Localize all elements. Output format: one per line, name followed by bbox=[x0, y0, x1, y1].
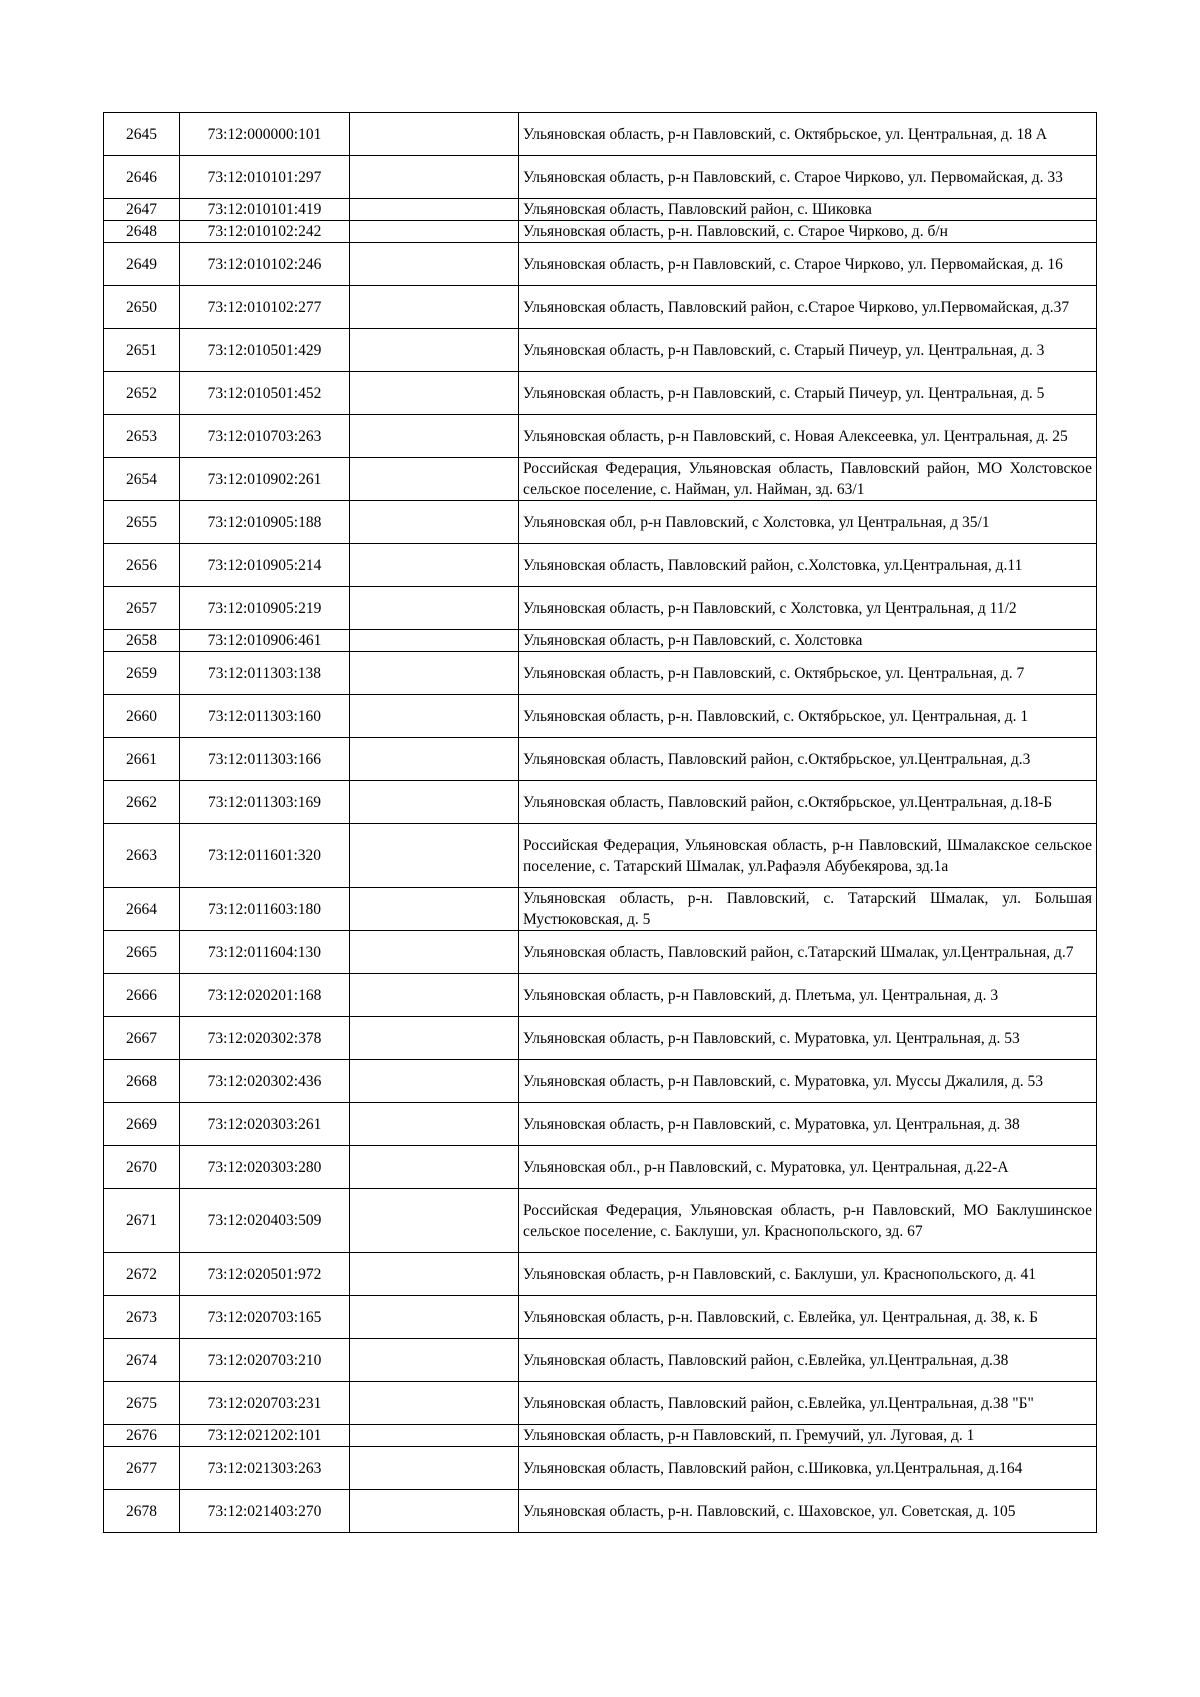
address-cell: Ульяновская область, Павловский район, с.Евлейка, ул.Центральная, д.38 bbox=[519, 1339, 1097, 1382]
address-cell: Ульяновская область, р-н. Павловский, с. Евлейка, ул. Центральная, д. 38, к. Б bbox=[519, 1296, 1097, 1339]
row-number-cell: 2645 bbox=[104, 113, 180, 156]
table-row bbox=[104, 652, 1097, 695]
property-table bbox=[103, 112, 1097, 1533]
address-cell: Ульяновская область, р-н Павловский, с. Октябрьское, ул. Центральная, д. 7 bbox=[519, 652, 1097, 695]
address-cell: Ульяновская область, Павловский район, с. Шиковка bbox=[519, 199, 1097, 221]
table-row bbox=[104, 587, 1097, 630]
table-row bbox=[104, 630, 1097, 652]
row-number-cell: 2665 bbox=[104, 931, 180, 974]
table-body bbox=[104, 113, 1097, 1533]
table-row bbox=[104, 243, 1097, 286]
table-row bbox=[104, 221, 1097, 243]
cadastral-number-cell: 73:12:011303:166 bbox=[180, 738, 350, 781]
empty-cell bbox=[350, 888, 519, 931]
cadastral-number-cell: 73:12:020703:231 bbox=[180, 1382, 350, 1425]
row-number-cell: 2646 bbox=[104, 156, 180, 199]
address-cell: Ульяновская область, р-н Павловский, с. Баклуши, ул. Краснопольского, д. 41 bbox=[519, 1253, 1097, 1296]
address-cell: Ульяновская обл, р-н Павловский, с Холстовка, ул Центральная, д 35/1 bbox=[519, 501, 1097, 544]
table-row bbox=[104, 974, 1097, 1017]
cadastral-number-cell: 73:12:010501:429 bbox=[180, 329, 350, 372]
address-cell: Ульяновская область, р-н. Павловский, с. Шаховское, ул. Советская, д. 105 bbox=[519, 1490, 1097, 1533]
address-cell: Ульяновская область, р-н Павловский, с. Октябрьское, ул. Центральная, д. 18 А bbox=[519, 113, 1097, 156]
address-cell: Ульяновская область, Павловский район, с.Старое Чирково, ул.Первомайская, д.37 bbox=[519, 286, 1097, 329]
cadastral-number-cell: 73:12:011603:180 bbox=[180, 888, 350, 931]
table-row bbox=[104, 1189, 1097, 1253]
row-number-cell: 2649 bbox=[104, 243, 180, 286]
row-number-cell: 2653 bbox=[104, 415, 180, 458]
empty-cell bbox=[350, 931, 519, 974]
table-row bbox=[104, 738, 1097, 781]
row-number-cell: 2662 bbox=[104, 781, 180, 824]
empty-cell bbox=[350, 221, 519, 243]
row-number-cell: 2663 bbox=[104, 824, 180, 888]
cadastral-number-cell: 73:12:010902:261 bbox=[180, 458, 350, 501]
cadastral-number-cell: 73:12:011303:160 bbox=[180, 695, 350, 738]
cadastral-number-cell: 73:12:010905:214 bbox=[180, 544, 350, 587]
cadastral-number-cell: 73:12:010102:277 bbox=[180, 286, 350, 329]
row-number-cell: 2667 bbox=[104, 1017, 180, 1060]
address-cell: Российская Федерация, Ульяновская область, р-н Павловский, Шмалакское сельское поселение, с. Татарский Шмалак, ул.Рафаэля Абубекярова, зд.1а bbox=[519, 824, 1097, 888]
cadastral-number-cell: 73:12:010905:219 bbox=[180, 587, 350, 630]
table-row bbox=[104, 544, 1097, 587]
empty-cell bbox=[350, 781, 519, 824]
table-row bbox=[104, 1253, 1097, 1296]
address-cell: Ульяновская обл., р-н Павловский, с. Муратовка, ул. Центральная, д.22-А bbox=[519, 1146, 1097, 1189]
row-number-cell: 2655 bbox=[104, 501, 180, 544]
table-row bbox=[104, 372, 1097, 415]
row-number-cell: 2669 bbox=[104, 1103, 180, 1146]
table-row bbox=[104, 286, 1097, 329]
address-cell: Ульяновская область, Павловский район, с.Октябрьское, ул.Центральная, д.3 bbox=[519, 738, 1097, 781]
address-cell: Ульяновская область, Павловский район, с.Холстовка, ул.Центральная, д.11 bbox=[519, 544, 1097, 587]
cadastral-number-cell: 73:12:010905:188 bbox=[180, 501, 350, 544]
empty-cell bbox=[350, 243, 519, 286]
empty-cell bbox=[350, 1060, 519, 1103]
cadastral-number-cell: 73:12:020703:210 bbox=[180, 1339, 350, 1382]
address-cell: Ульяновская область, р-н Павловский, с. Муратовка, ул. Муссы Джалиля, д. 53 bbox=[519, 1060, 1097, 1103]
table-row bbox=[104, 501, 1097, 544]
row-number-cell: 2672 bbox=[104, 1253, 180, 1296]
address-cell: Ульяновская область, р-н Павловский, с Холстовка, ул Центральная, д 11/2 bbox=[519, 587, 1097, 630]
row-number-cell: 2650 bbox=[104, 286, 180, 329]
empty-cell bbox=[350, 1490, 519, 1533]
empty-cell bbox=[350, 1253, 519, 1296]
empty-cell bbox=[350, 630, 519, 652]
cadastral-number-cell: 73:12:010101:419 bbox=[180, 199, 350, 221]
empty-cell bbox=[350, 286, 519, 329]
table-row bbox=[104, 199, 1097, 221]
empty-cell bbox=[350, 501, 519, 544]
row-number-cell: 2677 bbox=[104, 1447, 180, 1490]
row-number-cell: 2673 bbox=[104, 1296, 180, 1339]
row-number-cell: 2654 bbox=[104, 458, 180, 501]
cadastral-number-cell: 73:12:010102:242 bbox=[180, 221, 350, 243]
empty-cell bbox=[350, 1189, 519, 1253]
address-cell: Ульяновская область, р-н Павловский, п. Гремучий, ул. Луговая, д. 1 bbox=[519, 1425, 1097, 1447]
row-number-cell: 2659 bbox=[104, 652, 180, 695]
row-number-cell: 2675 bbox=[104, 1382, 180, 1425]
address-cell: Ульяновская область, Павловский район, с.Татарский Шмалак, ул.Центральная, д.7 bbox=[519, 931, 1097, 974]
empty-cell bbox=[350, 587, 519, 630]
table-row bbox=[104, 113, 1097, 156]
empty-cell bbox=[350, 1146, 519, 1189]
empty-cell bbox=[350, 415, 519, 458]
empty-cell bbox=[350, 1339, 519, 1382]
row-number-cell: 2657 bbox=[104, 587, 180, 630]
cadastral-number-cell: 73:12:021403:270 bbox=[180, 1490, 350, 1533]
address-cell: Ульяновская область, р-н Павловский, с. Старое Чирково, ул. Первомайская, д. 16 bbox=[519, 243, 1097, 286]
table-row bbox=[104, 931, 1097, 974]
cadastral-number-cell: 73:12:020403:509 bbox=[180, 1189, 350, 1253]
cadastral-number-cell: 73:12:011303:138 bbox=[180, 652, 350, 695]
table-row bbox=[104, 458, 1097, 501]
cadastral-number-cell: 73:12:020303:261 bbox=[180, 1103, 350, 1146]
cadastral-number-cell: 73:12:020302:378 bbox=[180, 1017, 350, 1060]
empty-cell bbox=[350, 372, 519, 415]
cadastral-number-cell: 73:12:011601:320 bbox=[180, 824, 350, 888]
address-cell: Ульяновская область, р-н. Павловский, с. Татарский Шмалак, ул. Большая Мустюковская, д. 5 bbox=[519, 888, 1097, 931]
table-row bbox=[104, 1447, 1097, 1490]
empty-cell bbox=[350, 1447, 519, 1490]
address-cell: Ульяновская область, р-н Павловский, с. Холстовка bbox=[519, 630, 1097, 652]
cadastral-number-cell: 73:12:020303:280 bbox=[180, 1146, 350, 1189]
empty-cell bbox=[350, 544, 519, 587]
address-cell: Ульяновская область, р-н Павловский, с. Старый Пичеур, ул. Центральная, д. 5 bbox=[519, 372, 1097, 415]
empty-cell bbox=[350, 1382, 519, 1425]
table-row bbox=[104, 1146, 1097, 1189]
empty-cell bbox=[350, 1296, 519, 1339]
row-number-cell: 2660 bbox=[104, 695, 180, 738]
empty-cell bbox=[350, 652, 519, 695]
address-cell: Российская Федерация, Ульяновская область, Павловский район, МО Холстовское сельское поселение, с. Найман, ул. Найман, зд. 63/1 bbox=[519, 458, 1097, 501]
address-cell: Ульяновская область, р-н Павловский, с. Муратовка, ул. Центральная, д. 53 bbox=[519, 1017, 1097, 1060]
empty-cell bbox=[350, 199, 519, 221]
address-cell: Ульяновская область, р-н Павловский, с. Старое Чирково, ул. Первомайская, д. 33 bbox=[519, 156, 1097, 199]
row-number-cell: 2661 bbox=[104, 738, 180, 781]
address-cell: Ульяновская область, Павловский район, с.Октябрьское, ул.Центральная, д.18-Б bbox=[519, 781, 1097, 824]
cadastral-number-cell: 73:12:021303:263 bbox=[180, 1447, 350, 1490]
table-row bbox=[104, 1060, 1097, 1103]
address-cell: Ульяновская область, Павловский район, с.Шиковка, ул.Центральная, д.164 bbox=[519, 1447, 1097, 1490]
empty-cell bbox=[350, 458, 519, 501]
row-number-cell: 2668 bbox=[104, 1060, 180, 1103]
cadastral-number-cell: 73:12:011303:169 bbox=[180, 781, 350, 824]
row-number-cell: 2678 bbox=[104, 1490, 180, 1533]
table-row bbox=[104, 824, 1097, 888]
table-row bbox=[104, 695, 1097, 738]
row-number-cell: 2656 bbox=[104, 544, 180, 587]
empty-cell bbox=[350, 1103, 519, 1146]
address-cell: Ульяновская область, р-н. Павловский, с. Октябрьское, ул. Центральная, д. 1 bbox=[519, 695, 1097, 738]
empty-cell bbox=[350, 974, 519, 1017]
address-cell: Ульяновская область, р-н Павловский, с. Старый Пичеур, ул. Центральная, д. 3 bbox=[519, 329, 1097, 372]
row-number-cell: 2674 bbox=[104, 1339, 180, 1382]
cadastral-number-cell: 73:12:010101:297 bbox=[180, 156, 350, 199]
table-row bbox=[104, 1017, 1097, 1060]
table-row bbox=[104, 1296, 1097, 1339]
table-row bbox=[104, 1382, 1097, 1425]
cadastral-number-cell: 73:12:000000:101 bbox=[180, 113, 350, 156]
cadastral-number-cell: 73:12:011604:130 bbox=[180, 931, 350, 974]
empty-cell bbox=[350, 1425, 519, 1447]
row-number-cell: 2648 bbox=[104, 221, 180, 243]
cadastral-number-cell: 73:12:020302:436 bbox=[180, 1060, 350, 1103]
empty-cell bbox=[350, 824, 519, 888]
table-row bbox=[104, 329, 1097, 372]
row-number-cell: 2676 bbox=[104, 1425, 180, 1447]
row-number-cell: 2666 bbox=[104, 974, 180, 1017]
empty-cell bbox=[350, 156, 519, 199]
row-number-cell: 2652 bbox=[104, 372, 180, 415]
address-cell: Ульяновская область, Павловский район, с.Евлейка, ул.Центральная, д.38 "Б" bbox=[519, 1382, 1097, 1425]
empty-cell bbox=[350, 695, 519, 738]
table-row bbox=[104, 1490, 1097, 1533]
table-row bbox=[104, 1339, 1097, 1382]
table-row bbox=[104, 1103, 1097, 1146]
cadastral-number-cell: 73:12:010501:452 bbox=[180, 372, 350, 415]
cadastral-number-cell: 73:12:020703:165 bbox=[180, 1296, 350, 1339]
row-number-cell: 2664 bbox=[104, 888, 180, 931]
cadastral-number-cell: 73:12:021202:101 bbox=[180, 1425, 350, 1447]
address-cell: Ульяновская область, р-н Павловский, с. Муратовка, ул. Центральная, д. 38 bbox=[519, 1103, 1097, 1146]
cadastral-number-cell: 73:12:020501:972 bbox=[180, 1253, 350, 1296]
cadastral-number-cell: 73:12:020201:168 bbox=[180, 974, 350, 1017]
table-row bbox=[104, 1425, 1097, 1447]
address-cell: Российская Федерация, Ульяновская область, р-н Павловский, МО Баклушинское сельское поселение, с. Баклуши, ул. Краснопольского, зд. 67 bbox=[519, 1189, 1097, 1253]
address-cell: Ульяновская область, р-н. Павловский, с. Старое Чирково, д. б/н bbox=[519, 221, 1097, 243]
cadastral-number-cell: 73:12:010906:461 bbox=[180, 630, 350, 652]
table-row bbox=[104, 156, 1097, 199]
empty-cell bbox=[350, 738, 519, 781]
table-row bbox=[104, 888, 1097, 931]
cadastral-number-cell: 73:12:010102:246 bbox=[180, 243, 350, 286]
empty-cell bbox=[350, 113, 519, 156]
table-row bbox=[104, 415, 1097, 458]
row-number-cell: 2651 bbox=[104, 329, 180, 372]
address-cell: Ульяновская область, р-н Павловский, с. Новая Алексеевка, ул. Центральная, д. 25 bbox=[519, 415, 1097, 458]
table-row bbox=[104, 781, 1097, 824]
empty-cell bbox=[350, 329, 519, 372]
cadastral-number-cell: 73:12:010703:263 bbox=[180, 415, 350, 458]
row-number-cell: 2670 bbox=[104, 1146, 180, 1189]
row-number-cell: 2647 bbox=[104, 199, 180, 221]
row-number-cell: 2658 bbox=[104, 630, 180, 652]
row-number-cell: 2671 bbox=[104, 1189, 180, 1253]
address-cell: Ульяновская область, р-н Павловский, д. Плетьма, ул. Центральная, д. 3 bbox=[519, 974, 1097, 1017]
empty-cell bbox=[350, 1017, 519, 1060]
